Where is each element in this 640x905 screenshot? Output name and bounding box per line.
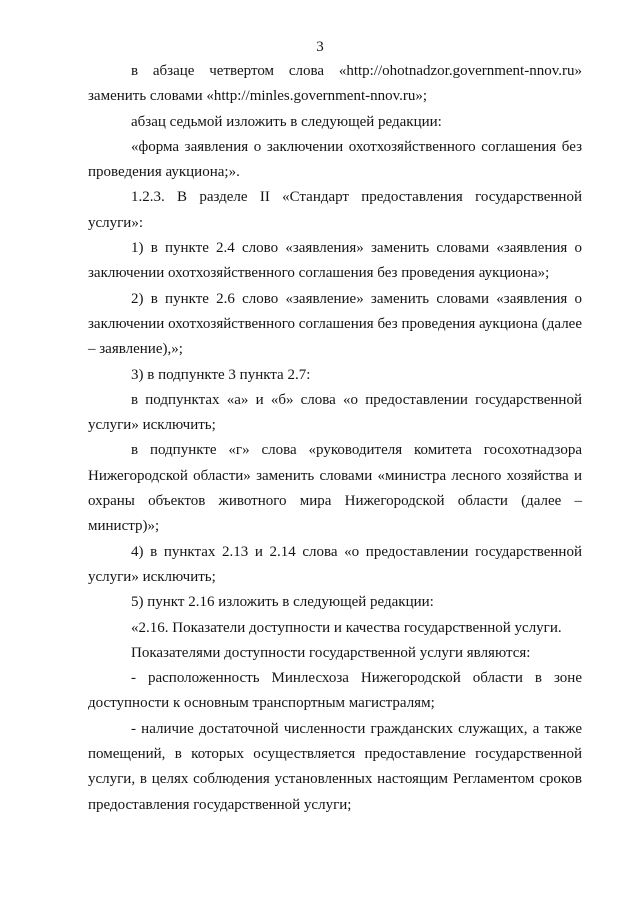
- paragraph-11: 5) пункт 2.16 изложить в следующей редакции:: [131, 594, 434, 611]
- paragraph-2: абзац седьмой изложить в следующей редакции:: [131, 113, 442, 130]
- paragraph-3: «форма заявления о заключении охотхозяйственного соглашения без проведения аукциона;».: [88, 138, 582, 181]
- page-number: 3: [316, 39, 324, 55]
- paragraph-13: Показателями доступности государственной услуги являются:: [131, 644, 531, 661]
- paragraph-10: 4) в пунктах 2.13 и 2.14 слова «о предоставлении государственной услуги» исключить;: [88, 543, 582, 585]
- paragraph-7: 3) в подпункте 3 пункта 2.7:: [131, 366, 311, 383]
- paragraph-9: в подпункте «г» слова «руководителя комитета госохотнадзора Нижегородской области» заменить словами «министра лесного хозяйства и охраны объектов животного мира Нижегородской области (далее – министр)»;: [88, 442, 582, 535]
- paragraph-15: - наличие достаточной численности гражданских служащих, а также помещений, в которых осуществляется предоставление государственной услуги, в целях соблюдения установленных настоящим Регламентом сроков предоставления государственной услуги;: [88, 720, 582, 813]
- document-body: [88, 59, 582, 818]
- paragraph-4: 1.2.3. В разделе II «Стандарт предоставления государственной услуги»:: [88, 189, 582, 231]
- paragraph-6: 2) в пункте 2.6 слово «заявление» заменить словами «заявления о заключении охотхозяйственного соглашения без проведения аукциона (далее – заявление),»;: [88, 290, 582, 358]
- paragraph-14: - расположенность Минлесхоза Нижегородской области в зоне доступности к основным транспортным магистралям;: [88, 670, 582, 712]
- paragraph-8: в подпунктах «а» и «б» слова «о предоставлении государственной услуги» исключить;: [88, 391, 582, 434]
- paragraph-1: в абзаце четвертом слова «http://ohotnadzor.government-nnov.ru» заменить словами «http://minles.government-nnov.ru»;: [88, 63, 582, 105]
- paragraph-5: 1) в пункте 2.4 слово «заявления» заменить словами «заявления о заключении охотхозяйственного соглашения без проведения аукциона»;: [88, 240, 582, 282]
- paragraph-12: «2.16. Показатели доступности и качества государственной услуги.: [131, 619, 562, 636]
